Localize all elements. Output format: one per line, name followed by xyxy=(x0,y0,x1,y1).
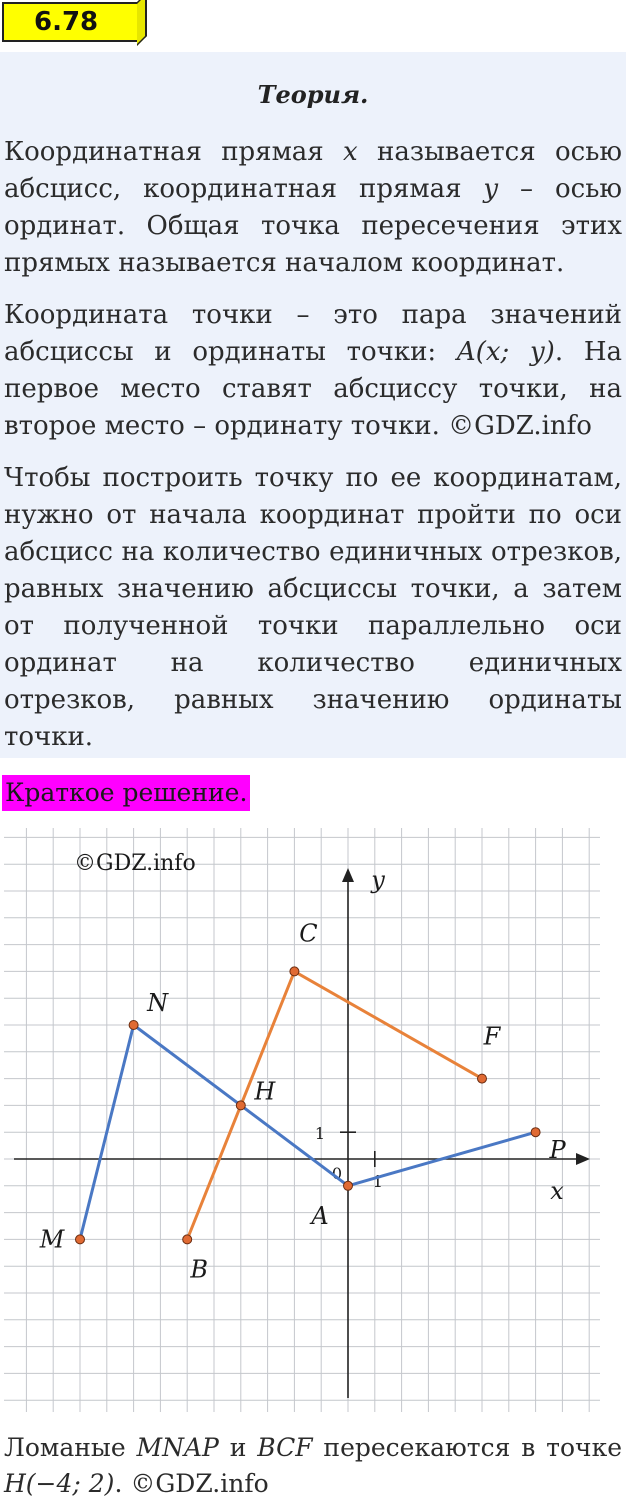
y-axis-arrow xyxy=(342,868,354,882)
origin-label: 0 xyxy=(331,1164,343,1183)
theory-paragraph-coordinates xyxy=(4,297,622,445)
coordinate-plane xyxy=(0,828,626,1418)
point-label-m: M xyxy=(39,1225,65,1254)
text-span: . ©GDZ.info xyxy=(114,1469,269,1498)
math-point-h: H(−4; 2) xyxy=(4,1469,115,1498)
unit-label-y: 1 xyxy=(314,1124,326,1144)
math-point-a: A(x; y) xyxy=(456,337,555,367)
point-label-h: H xyxy=(254,1077,276,1106)
point-label-b: B xyxy=(190,1255,209,1284)
point-b xyxy=(183,1235,192,1244)
task-number: 6.78 xyxy=(34,7,99,37)
point-h xyxy=(236,1101,245,1110)
text-span: Координатная прямая xyxy=(4,137,344,167)
text-span: Ломаные xyxy=(4,1433,137,1462)
theory-paragraph-plotting: Чтобы построить точку по ее координатам, нужно от начала координат пройти по оси абсцисс на количество единичных отрезков, равных значению абсциссы точки, а затем от полученной точки параллельно оси ординат на количество единичных отрезков, равных значению ординаты точки. xyxy=(4,463,622,752)
point-c xyxy=(290,967,299,976)
coordinate-plane-svg xyxy=(0,828,626,1418)
math-x: x xyxy=(343,137,358,167)
x-axis-label: x xyxy=(550,1177,564,1205)
text-span: пересекаются в точке xyxy=(312,1433,622,1462)
y-axis-label: y xyxy=(371,866,385,894)
short-solution-label: Краткое решение. xyxy=(2,775,250,811)
math-bcf: BCF xyxy=(257,1433,313,1462)
point-label-a: A xyxy=(311,1201,329,1230)
point-m xyxy=(76,1235,85,1244)
point-p xyxy=(531,1128,540,1137)
chart-watermark: ©GDZ.info xyxy=(74,851,196,876)
text-span: Координата точки – это пара значений абсциссы и ординаты точки: xyxy=(4,300,622,367)
x-axis-arrow xyxy=(576,1153,590,1165)
point-a xyxy=(344,1181,353,1190)
text-span: и xyxy=(218,1433,258,1462)
point-label-c: C xyxy=(299,919,318,948)
point-label-n: N xyxy=(147,989,169,1017)
theory-paragraph-axes xyxy=(4,134,622,282)
point-n xyxy=(129,1021,138,1030)
text-span: называется осью абсцисс, координатная прямая xyxy=(4,137,622,204)
point-label-p: P xyxy=(549,1136,566,1165)
text-span: – осью ординат. Общая точка пересечения этих прямых называется началом координат. xyxy=(4,174,622,278)
point-label-f: F xyxy=(483,1022,501,1051)
math-mnap: MNAP xyxy=(136,1433,219,1462)
answer-text xyxy=(4,1430,622,1501)
unit-label-x: 1 xyxy=(372,1172,383,1191)
task-number-badge xyxy=(2,2,140,42)
point-f xyxy=(478,1074,487,1083)
text-span: . На первое место ставят абсциссу точки, на второе место – ординату точки. ©GDZ.info xyxy=(4,337,622,441)
theory-title: Теория. xyxy=(257,80,369,109)
math-y: y xyxy=(483,174,499,204)
